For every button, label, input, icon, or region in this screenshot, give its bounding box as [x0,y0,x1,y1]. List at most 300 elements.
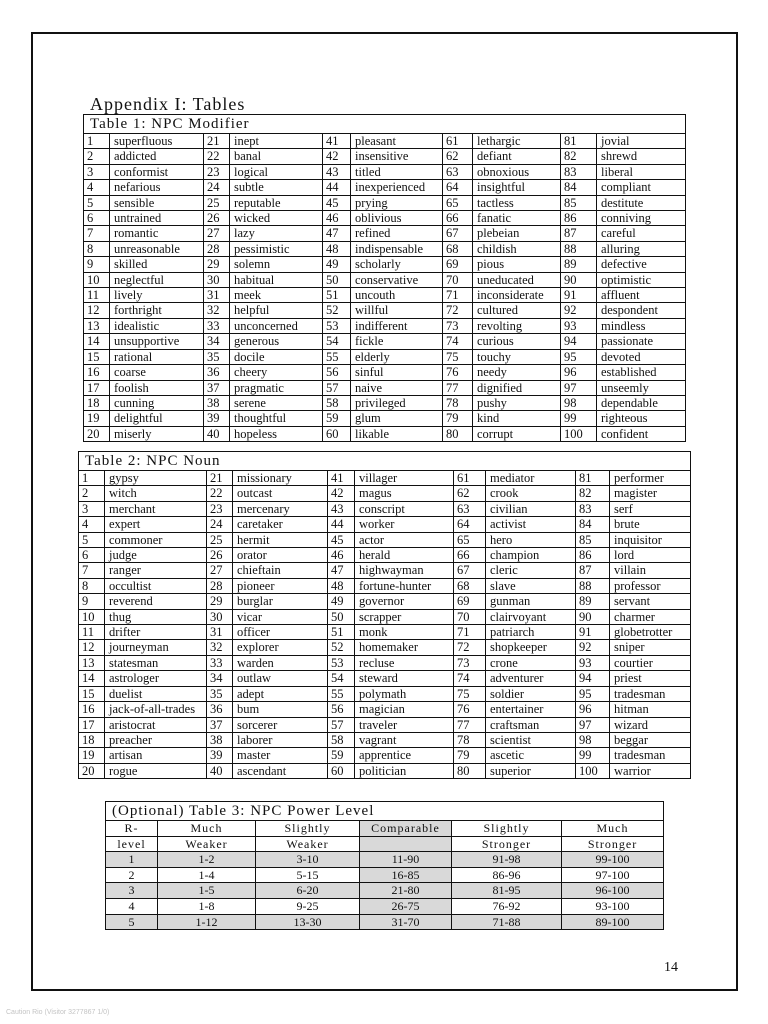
entry-cell: indispensable [351,241,443,256]
table-row [79,578,691,593]
roll-number-cell: 67 [443,226,473,241]
roll-number-cell: 63 [443,164,473,179]
table-row [84,365,686,380]
entry-cell: fickle [351,334,443,349]
entry-cell: neglectful [110,272,204,287]
entry-cell: hopeless [230,426,323,441]
roll-number-cell: 68 [454,578,486,593]
entry-cell: duelist [105,686,207,701]
entry-cell: artisan [105,748,207,763]
entry-cell: traveler [355,717,454,732]
entry-cell: ascendant [233,763,328,778]
roll-number-cell: 35 [207,686,233,701]
table-row [84,257,686,272]
roll-number-cell: 24 [204,180,230,195]
table-row [79,548,691,563]
power-level-cell: 6-20 [256,883,360,899]
entry-cell: righteous [597,411,686,426]
roll-number-cell: 78 [443,395,473,410]
entry-cell: sniper [610,640,691,655]
roll-number-cell: 49 [323,257,351,272]
roll-number-cell: 37 [207,717,233,732]
power-level-cell: 4 [106,898,158,914]
entry-cell: pushy [473,395,561,410]
roll-number-cell: 67 [454,563,486,578]
roll-number-cell: 13 [79,655,105,670]
header-row-2 [106,836,664,852]
power-level-cell: 26-75 [360,898,452,914]
entry-cell: gunman [486,594,576,609]
roll-number-cell: 87 [576,563,610,578]
roll-number-cell: 9 [84,257,110,272]
roll-number-cell: 97 [561,380,597,395]
roll-number-cell: 93 [576,655,610,670]
entry-cell: inept [230,134,323,149]
roll-number-cell: 60 [328,763,355,778]
entry-cell: meek [230,288,323,303]
roll-number-cell: 61 [443,134,473,149]
entry-cell: magister [610,486,691,501]
entry-cell: miserly [110,426,204,441]
header-cell: Stronger [562,836,664,852]
roll-number-cell: 92 [561,303,597,318]
npc-modifier-table [83,114,686,442]
entry-cell: magician [355,702,454,717]
entry-cell: indifferent [351,318,443,333]
table-row [84,395,686,410]
entry-cell: villager [355,471,454,486]
entry-cell: superfluous [110,134,204,149]
roll-number-cell: 21 [204,134,230,149]
roll-number-cell: 24 [207,517,233,532]
roll-number-cell: 16 [79,702,105,717]
header-cell [360,836,452,852]
header-cell: Comparable [360,821,452,837]
roll-number-cell: 4 [84,180,110,195]
entry-cell: habitual [230,272,323,287]
entry-cell: wicked [230,211,323,226]
entry-cell: reverend [105,594,207,609]
entry-cell: aristocrat [105,717,207,732]
roll-number-cell: 10 [79,609,105,624]
table-row [84,288,686,303]
entry-cell: civilian [486,501,576,516]
entry-cell: inquisitor [610,532,691,547]
power-level-cell: 9-25 [256,898,360,914]
entry-cell: lazy [230,226,323,241]
entry-cell: serf [610,501,691,516]
npc-power-level-table [105,801,664,930]
roll-number-cell: 96 [576,702,610,717]
roll-number-cell: 63 [454,501,486,516]
roll-number-cell: 69 [443,257,473,272]
table-row [79,486,691,501]
entry-cell: lively [110,288,204,303]
roll-number-cell: 51 [323,288,351,303]
entry-cell: needy [473,365,561,380]
entry-cell: uncouth [351,288,443,303]
roll-number-cell: 17 [84,380,110,395]
table-row [106,898,664,914]
roll-number-cell: 60 [323,426,351,441]
roll-number-cell: 12 [84,303,110,318]
entry-cell: unseemly [597,380,686,395]
roll-number-cell: 29 [207,594,233,609]
roll-number-cell: 89 [561,257,597,272]
roll-number-cell: 15 [84,349,110,364]
header-cell: Slightly [256,821,360,837]
roll-number-cell: 27 [207,563,233,578]
roll-number-cell: 79 [454,748,486,763]
roll-number-cell: 48 [328,578,355,593]
roll-number-cell: 74 [454,671,486,686]
roll-number-cell: 84 [576,517,610,532]
table-row [79,702,691,717]
entry-cell: coarse [110,365,204,380]
roll-number-cell: 59 [323,411,351,426]
entry-cell: entertainer [486,702,576,717]
entry-cell: alluring [597,241,686,256]
entry-cell: master [233,748,328,763]
entry-cell: conservative [351,272,443,287]
roll-number-cell: 57 [328,717,355,732]
power-level-cell: 3 [106,883,158,899]
entry-cell: defective [597,257,686,272]
roll-number-cell: 25 [207,532,233,547]
page-number: 14 [664,960,678,975]
entry-cell: corrupt [473,426,561,441]
header-cell: Stronger [452,836,562,852]
entry-cell: vicar [233,609,328,624]
roll-number-cell: 5 [79,532,105,547]
entry-cell: charmer [610,609,691,624]
roll-number-cell: 50 [328,609,355,624]
roll-number-cell: 72 [454,640,486,655]
entry-cell: unconcerned [230,318,323,333]
power-level-cell: 81-95 [452,883,562,899]
header-cell: Much [562,821,664,837]
roll-number-cell: 10 [84,272,110,287]
roll-number-cell: 98 [561,395,597,410]
power-level-cell: 91-98 [452,852,562,868]
table-row [84,195,686,210]
roll-number-cell: 53 [328,655,355,670]
entry-cell: brute [610,517,691,532]
roll-number-cell: 41 [323,134,351,149]
entry-cell: commoner [105,532,207,547]
roll-number-cell: 98 [576,732,610,747]
roll-number-cell: 41 [328,471,355,486]
roll-number-cell: 58 [323,395,351,410]
entry-cell: unsupportive [110,334,204,349]
entry-cell: glum [351,411,443,426]
entry-cell: gypsy [105,471,207,486]
roll-number-cell: 83 [576,501,610,516]
table-row [84,426,686,441]
entry-cell: naive [351,380,443,395]
entry-cell: uneducated [473,272,561,287]
roll-number-cell: 18 [84,395,110,410]
roll-number-cell: 90 [561,272,597,287]
roll-number-cell: 28 [204,241,230,256]
table-row [106,867,664,883]
roll-number-cell: 20 [84,426,110,441]
roll-number-cell: 31 [204,288,230,303]
entry-cell: scholarly [351,257,443,272]
roll-number-cell: 45 [328,532,355,547]
roll-number-cell: 27 [204,226,230,241]
roll-number-cell: 13 [84,318,110,333]
roll-number-cell: 14 [84,334,110,349]
header-cell: Much [158,821,256,837]
roll-number-cell: 40 [204,426,230,441]
entry-cell: fanatic [473,211,561,226]
appendix-title: Appendix I: Tables [90,94,246,114]
roll-number-cell: 8 [84,241,110,256]
entry-cell: cleric [486,563,576,578]
roll-number-cell: 74 [443,334,473,349]
roll-number-cell: 77 [454,717,486,732]
entry-cell: champion [486,548,576,563]
roll-number-cell: 92 [576,640,610,655]
table-row [79,655,691,670]
entry-cell: rogue [105,763,207,778]
roll-number-cell: 1 [79,471,105,486]
roll-number-cell: 40 [207,763,233,778]
entry-cell: devoted [597,349,686,364]
roll-number-cell: 39 [204,411,230,426]
power-level-cell: 5-15 [256,867,360,883]
entry-cell: oblivious [351,211,443,226]
roll-number-cell: 7 [79,563,105,578]
entry-cell: monk [355,625,454,640]
roll-number-cell: 91 [561,288,597,303]
roll-number-cell: 46 [328,548,355,563]
roll-number-cell: 42 [323,149,351,164]
roll-number-cell: 32 [204,303,230,318]
roll-number-cell: 95 [561,349,597,364]
table-row [84,134,686,149]
entry-cell: steward [355,671,454,686]
roll-number-cell: 100 [576,763,610,778]
roll-number-cell: 94 [576,671,610,686]
roll-number-cell: 22 [204,149,230,164]
entry-cell: shrewd [597,149,686,164]
table-caption: Table 1: NPC Modifier [84,115,686,134]
table-row [79,594,691,609]
entry-cell: destitute [597,195,686,210]
table-row [84,226,686,241]
entry-cell: kind [473,411,561,426]
entry-cell: magus [355,486,454,501]
roll-number-cell: 4 [79,517,105,532]
header-cell: Weaker [158,836,256,852]
roll-number-cell: 57 [323,380,351,395]
entry-cell: hermit [233,532,328,547]
entry-cell: thug [105,609,207,624]
entry-cell: inconsiderate [473,288,561,303]
entry-cell: liberal [597,164,686,179]
table-row [79,686,691,701]
roll-number-cell: 94 [561,334,597,349]
roll-number-cell: 25 [204,195,230,210]
entry-cell: untrained [110,211,204,226]
roll-number-cell: 35 [204,349,230,364]
entry-cell: helpful [230,303,323,318]
entry-cell: defiant [473,149,561,164]
roll-number-cell: 88 [576,578,610,593]
entry-cell: professor [610,578,691,593]
roll-number-cell: 26 [204,211,230,226]
entry-cell: mercenary [233,501,328,516]
roll-number-cell: 31 [207,625,233,640]
table-row [84,303,686,318]
entry-cell: ranger [105,563,207,578]
entry-cell: merchant [105,501,207,516]
entry-cell: curious [473,334,561,349]
entry-cell: hitman [610,702,691,717]
entry-cell: established [597,365,686,380]
entry-cell: pleasant [351,134,443,149]
entry-cell: compliant [597,180,686,195]
roll-number-cell: 1 [84,134,110,149]
roll-number-cell: 34 [204,334,230,349]
entry-cell: sorcerer [233,717,328,732]
roll-number-cell: 49 [328,594,355,609]
entry-cell: judge [105,548,207,563]
entry-cell: hero [486,532,576,547]
roll-number-cell: 6 [79,548,105,563]
table-row [79,717,691,732]
entry-cell: lord [610,548,691,563]
entry-cell: jovial [597,134,686,149]
entry-cell: passionate [597,334,686,349]
roll-number-cell: 39 [207,748,233,763]
roll-number-cell: 70 [443,272,473,287]
roll-number-cell: 86 [576,548,610,563]
table-row [79,609,691,624]
entry-cell: bum [233,702,328,717]
roll-number-cell: 93 [561,318,597,333]
roll-number-cell: 33 [204,318,230,333]
roll-number-cell: 66 [454,548,486,563]
roll-number-cell: 56 [323,365,351,380]
entry-cell: sinful [351,365,443,380]
power-level-cell: 1-4 [158,867,256,883]
roll-number-cell: 59 [328,748,355,763]
roll-number-cell: 45 [323,195,351,210]
roll-number-cell: 30 [207,609,233,624]
entry-cell: cultured [473,303,561,318]
entry-cell: outlaw [233,671,328,686]
entry-cell: forthright [110,303,204,318]
roll-number-cell: 64 [443,180,473,195]
roll-number-cell: 9 [79,594,105,609]
entry-cell: beggar [610,732,691,747]
roll-number-cell: 71 [454,625,486,640]
entry-cell: childish [473,241,561,256]
entry-cell: adventurer [486,671,576,686]
entry-cell: idealistic [110,318,204,333]
npc-noun-table [78,451,691,779]
roll-number-cell: 18 [79,732,105,747]
roll-number-cell: 23 [207,501,233,516]
roll-number-cell: 36 [207,702,233,717]
entry-cell: scientist [486,732,576,747]
power-level-cell: 21-80 [360,883,452,899]
roll-number-cell: 3 [84,164,110,179]
roll-number-cell: 66 [443,211,473,226]
entry-cell: sensible [110,195,204,210]
power-level-cell: 93-100 [562,898,664,914]
entry-cell: recluse [355,655,454,670]
entry-cell: refined [351,226,443,241]
entry-cell: dignified [473,380,561,395]
roll-number-cell: 17 [79,717,105,732]
roll-number-cell: 43 [323,164,351,179]
entry-cell: chieftain [233,563,328,578]
roll-number-cell: 8 [79,578,105,593]
header-cell: Slightly [452,821,562,837]
entry-cell: orator [233,548,328,563]
roll-number-cell: 23 [204,164,230,179]
roll-number-cell: 100 [561,426,597,441]
entry-cell: logical [230,164,323,179]
entry-cell: pioneer [233,578,328,593]
roll-number-cell: 76 [443,365,473,380]
power-level-cell: 1-8 [158,898,256,914]
entry-cell: foolish [110,380,204,395]
table-row [84,180,686,195]
roll-number-cell: 19 [79,748,105,763]
power-level-cell: 76-92 [452,898,562,914]
roll-number-cell: 80 [454,763,486,778]
entry-cell: missionary [233,471,328,486]
table-caption: (Optional) Table 3: NPC Power Level [106,802,664,821]
table-row [79,671,691,686]
table-row [79,471,691,486]
entry-cell: optimistic [597,272,686,287]
roll-number-cell: 22 [207,486,233,501]
table-caption: Table 2: NPC Noun [79,452,691,471]
entry-cell: actor [355,532,454,547]
roll-number-cell: 48 [323,241,351,256]
entry-cell: unreasonable [110,241,204,256]
entry-cell: occultist [105,578,207,593]
roll-number-cell: 75 [443,349,473,364]
power-level-cell: 1 [106,852,158,868]
entry-cell: cunning [110,395,204,410]
entry-cell: laborer [233,732,328,747]
entry-cell: worker [355,517,454,532]
entry-cell: crook [486,486,576,501]
entry-cell: thoughtful [230,411,323,426]
roll-number-cell: 68 [443,241,473,256]
power-level-cell: 1-12 [158,914,256,930]
power-level-cell: 97-100 [562,867,664,883]
entry-cell: performer [610,471,691,486]
roll-number-cell: 5 [84,195,110,210]
roll-number-cell: 47 [323,226,351,241]
roll-number-cell: 56 [328,702,355,717]
entry-cell: titled [351,164,443,179]
entry-cell: dependable [597,395,686,410]
table-row [84,380,686,395]
entry-cell: warrior [610,763,691,778]
entry-cell: nefarious [110,180,204,195]
entry-cell: mediator [486,471,576,486]
entry-cell: shopkeeper [486,640,576,655]
